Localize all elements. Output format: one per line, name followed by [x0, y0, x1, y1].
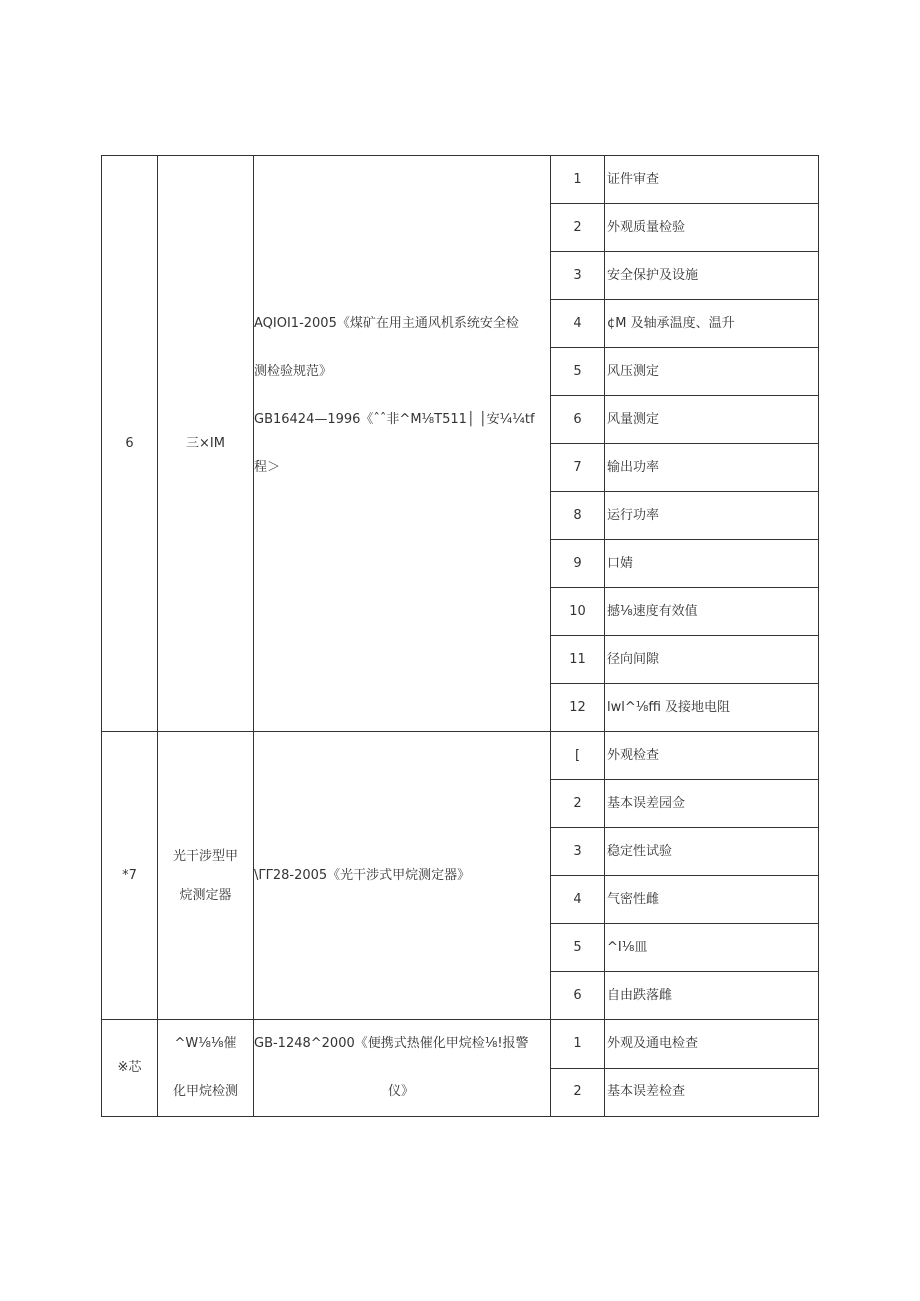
item-index: 2: [551, 1068, 605, 1117]
group-number: *7: [102, 732, 158, 1020]
item-label: 基本误差检查: [605, 1068, 819, 1117]
item-index: 7: [551, 444, 605, 492]
equipment-name: ^W⅛⅛催 化甲烷检测: [158, 1020, 254, 1117]
table-row: [102, 1020, 819, 1069]
item-index: 3: [551, 252, 605, 300]
item-index: 6: [551, 396, 605, 444]
item-index: 4: [551, 876, 605, 924]
item-label: 风量测定: [605, 396, 819, 444]
item-index: 5: [551, 924, 605, 972]
item-label: 口婧: [605, 540, 819, 588]
group-number: 6: [102, 156, 158, 732]
item-index: 9: [551, 540, 605, 588]
item-index: 6: [551, 972, 605, 1020]
item-index: 1: [551, 1020, 605, 1069]
equipment-name: 三×IM: [158, 156, 254, 732]
item-label: 证件审查: [605, 156, 819, 204]
item-label: ^I⅛皿: [605, 924, 819, 972]
item-label: 外观检查: [605, 732, 819, 780]
item-index: 5: [551, 348, 605, 396]
table-row: [102, 732, 819, 780]
item-label: lwl^⅛ffi 及接地电阻: [605, 684, 819, 732]
standard-line: GB-1248^2000《便携式热催化甲烷检⅛!报警: [254, 1036, 529, 1051]
item-index: [: [551, 732, 605, 780]
standard-line: \ΓΓ28-2005《光干涉式甲烷测定器》: [254, 867, 471, 883]
standard-reference: [254, 1020, 551, 1117]
item-index: 3: [551, 828, 605, 876]
item-label: 撼⅛速度有效值: [605, 588, 819, 636]
item-index: 1: [551, 156, 605, 204]
item-index: 8: [551, 492, 605, 540]
standard-reference: [254, 156, 551, 732]
item-index: 2: [551, 780, 605, 828]
item-label: 运行功率: [605, 492, 819, 540]
item-label: 外观及通电检查: [605, 1020, 819, 1069]
item-label: 稳定性试验: [605, 828, 819, 876]
group-number: ※芯: [102, 1020, 158, 1117]
standard-line: 程＞: [254, 460, 281, 475]
item-label: 风压测定: [605, 348, 819, 396]
item-label: ¢M 及轴承温度、温升: [605, 300, 819, 348]
item-label: 气密性雌: [605, 876, 819, 924]
item-label: 安全保护及设施: [605, 252, 819, 300]
item-index: 11: [551, 636, 605, 684]
item-label: 径向间隙: [605, 636, 819, 684]
standard-line: 仪》: [387, 1084, 414, 1099]
item-index: 4: [551, 300, 605, 348]
item-index: 2: [551, 204, 605, 252]
item-label: 基本误差园佥: [605, 780, 819, 828]
standard-line: 测检验规范》: [254, 364, 333, 379]
item-label: 外观质量检验: [605, 204, 819, 252]
item-label: 输出功率: [605, 444, 819, 492]
standard-reference: [254, 732, 551, 1020]
item-label: 自由跌落雌: [605, 972, 819, 1020]
item-index: 12: [551, 684, 605, 732]
standard-line: AQIOI1-2005《煤矿在用主通风机系统安全检: [254, 316, 519, 331]
inspection-table: [101, 155, 819, 1117]
table-row: [102, 156, 819, 204]
equipment-name: 光干涉型甲 烷测定器: [158, 732, 254, 1020]
item-index: 10: [551, 588, 605, 636]
standard-line: GB16424—1996《ˆˆ非^M⅛T511│ │安¼¼tf: [254, 412, 535, 427]
